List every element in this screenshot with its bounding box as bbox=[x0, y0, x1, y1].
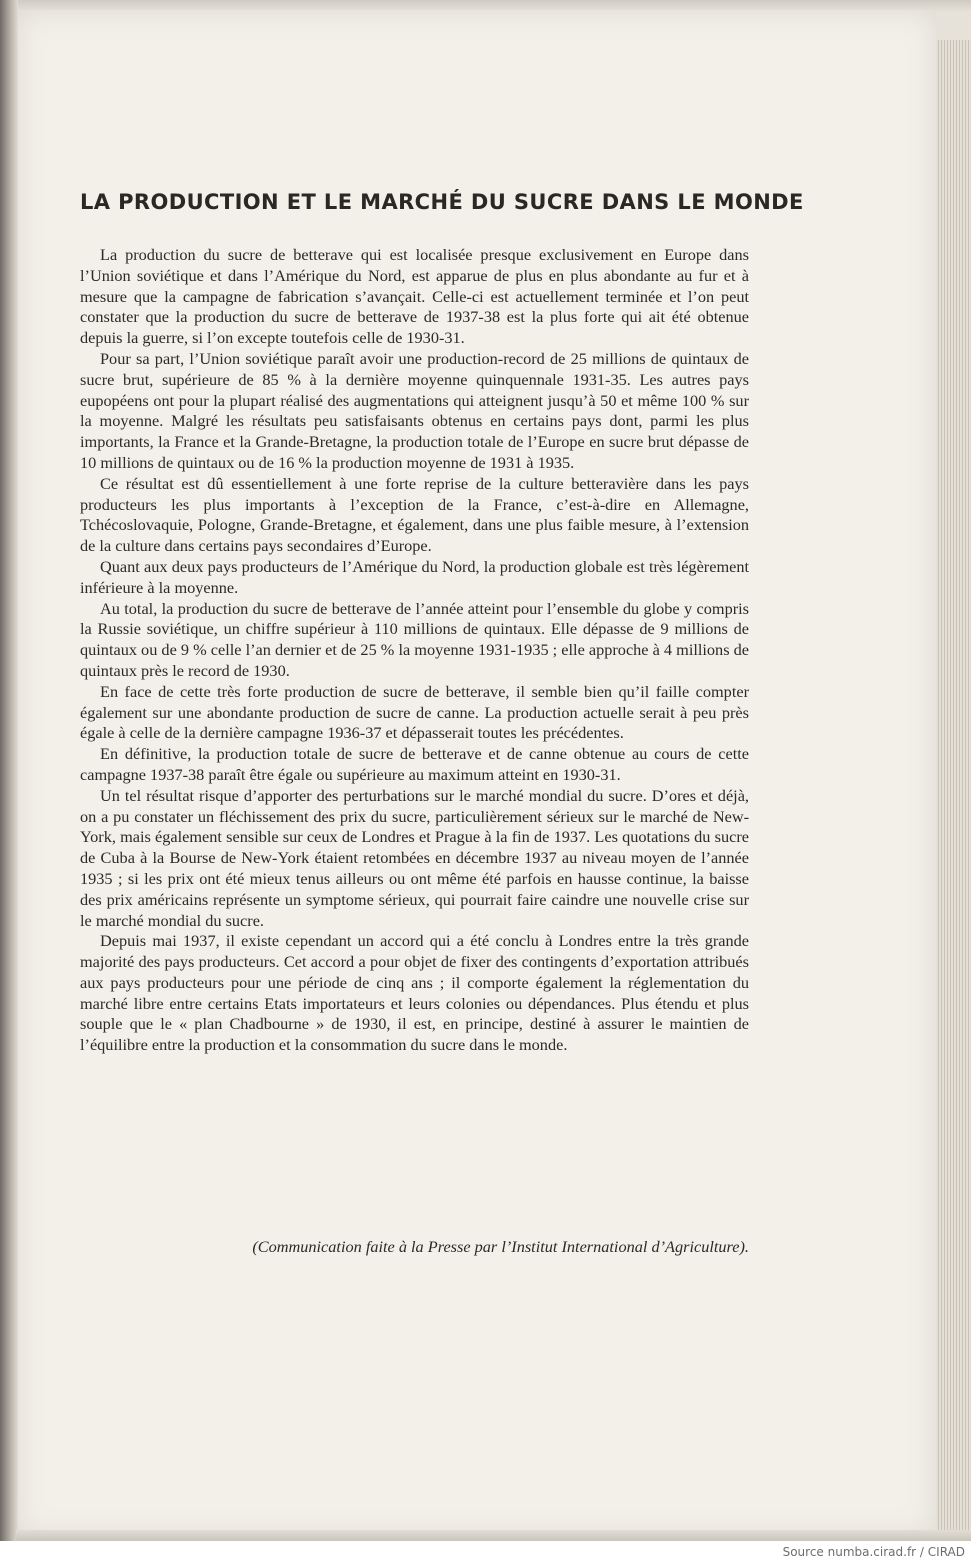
source-credit: Source numba.cirad.fr / CIRAD bbox=[782, 1545, 965, 1559]
paragraph-5: Au total, la production du sucre de betterave de l’année atteint pour l’ensemble du globe y compris la Russie soviétique, un chiffre supérieur à 110 millions de quintaux. Elle dépasse de 9 millions de quintaux ou de 9 % celle l’an dernier et de 25 % la moyenne 1931-1935 ; elle approche à 4 millions de quintaux près le record de 1930. bbox=[80, 598, 749, 680]
paragraph-6: En face de cette très forte production de sucre de betterave, il semble bien qu’il faille compter également sur une abondante production de sucre de canne. La production actuelle serait à peu près égale à celle de la dernière campagne 1936-37 et dépasserait toutes les précédentes. bbox=[80, 681, 749, 743]
page-stack-edges bbox=[936, 40, 971, 1541]
paragraph-9: Depuis mai 1937, il existe cependant un accord qui a été conclu à Londres entre la très grande majorité des pays producteurs. Cet accord a pour objet de fixer des contingents d’exportation attribués aux pays producteurs pour une période de cinq ans ; il comporte également la réglementation du marché libre entre certains Etats importateurs et leurs colonies ou dépendances. Plus étendu et plus souple que le « plan Chadbourne » de 1930, il est, en principe, destiné à assurer le maintien de l’équilibre entre la production et la consommation du sucre dans le monde. bbox=[80, 931, 749, 1055]
book-gutter bbox=[0, 0, 18, 1541]
paragraph-7: En définitive, la production totale de sucre de betterave et de canne obtenue au cours de cette campagne 1937-38 paraît être égale ou supérieure au maximum atteint en 1930-31. bbox=[80, 744, 749, 784]
paragraph-1: La production du sucre de betterave qui est localisée presque exclusivement en Europe dans l’Union soviétique et dans l’Amérique du Nord, est apparue de plus en plus abondante au fur et à mesure que la campagne de fabrication s’avançait. Celle-ci est actuellement terminée et l’on peut constater que la production du sucre de betterave de 1937-38 est la plus forte qui ait été obtenue depuis la guerre, si l’on excepte toutefois celle de 1930-31. bbox=[80, 245, 749, 348]
paragraph-2: Pour sa part, l’Union soviétique paraît avoir une production-record de 25 millions de quintaux de sucre brut, supérieure de 85 % à la dernière moyenne quinquennale 1931-35. Les autres pays eupopéens ont pour la plupart réalisé des augmentations qui atteignent jusqu’à 50 et même 100 % sur la moyenne. Malgré les résultats peu satisfaisants obtenus en certains pays dont, parmi les plus importants, la France et la Grande-Bretagne, la production totale de l’Europe en sucre brut dépasse de 10 millions de quintaux ou de 16 % la production moyenne de 1931 à 1935. bbox=[80, 348, 749, 472]
paragraph-8: Un tel résultat risque d’apporter des perturbations sur le marché mondial du sucre. D’ores et déjà, on a pu constater un fléchissement des prix du sucre, particulièrement sérieux sur le marché de New-York, mais également sensible sur ceux de Londres et Prague à la fin de 1937. Les quotations du sucre de Cuba à la Bourse de New-York étaient retombées en décembre 1937 au niveau moyen de l’année 1935 ; si les prix ont été mieux tenus ailleurs ou ont même été parfois en hausse continue, la baisse des prix américains représente un symptome sérieux, qui pourrait faire caindre une nouvelle crise sur le marché mondial du sucre. bbox=[80, 785, 749, 930]
page-bottom-edge bbox=[16, 1530, 971, 1541]
article-signature: (Communication faite à la Presse par l’Institut International d’Agriculture). bbox=[252, 1237, 749, 1256]
paragraph-4: Quant aux deux pays producteurs de l’Amérique du Nord, la production globale est très légèrement inférieure à la moyenne. bbox=[80, 556, 749, 597]
paragraph-3: Ce résultat est dû essentiellement à une forte reprise de la culture betteravière dans les pays producteurs les plus importants à l’exception de la France, c’est-à-dire en Allemagne, Tchécoslovaquie, Pologne, Grande-Bretagne, et également, dans une plus faible mesure, à l’extension de la culture dans certains pays secondaires d’Europe. bbox=[80, 473, 749, 556]
article-title: LA PRODUCTION ET LE MARCHÉ DU SUCRE DANS LE MONDE bbox=[80, 190, 804, 214]
article-body bbox=[80, 245, 749, 1056]
